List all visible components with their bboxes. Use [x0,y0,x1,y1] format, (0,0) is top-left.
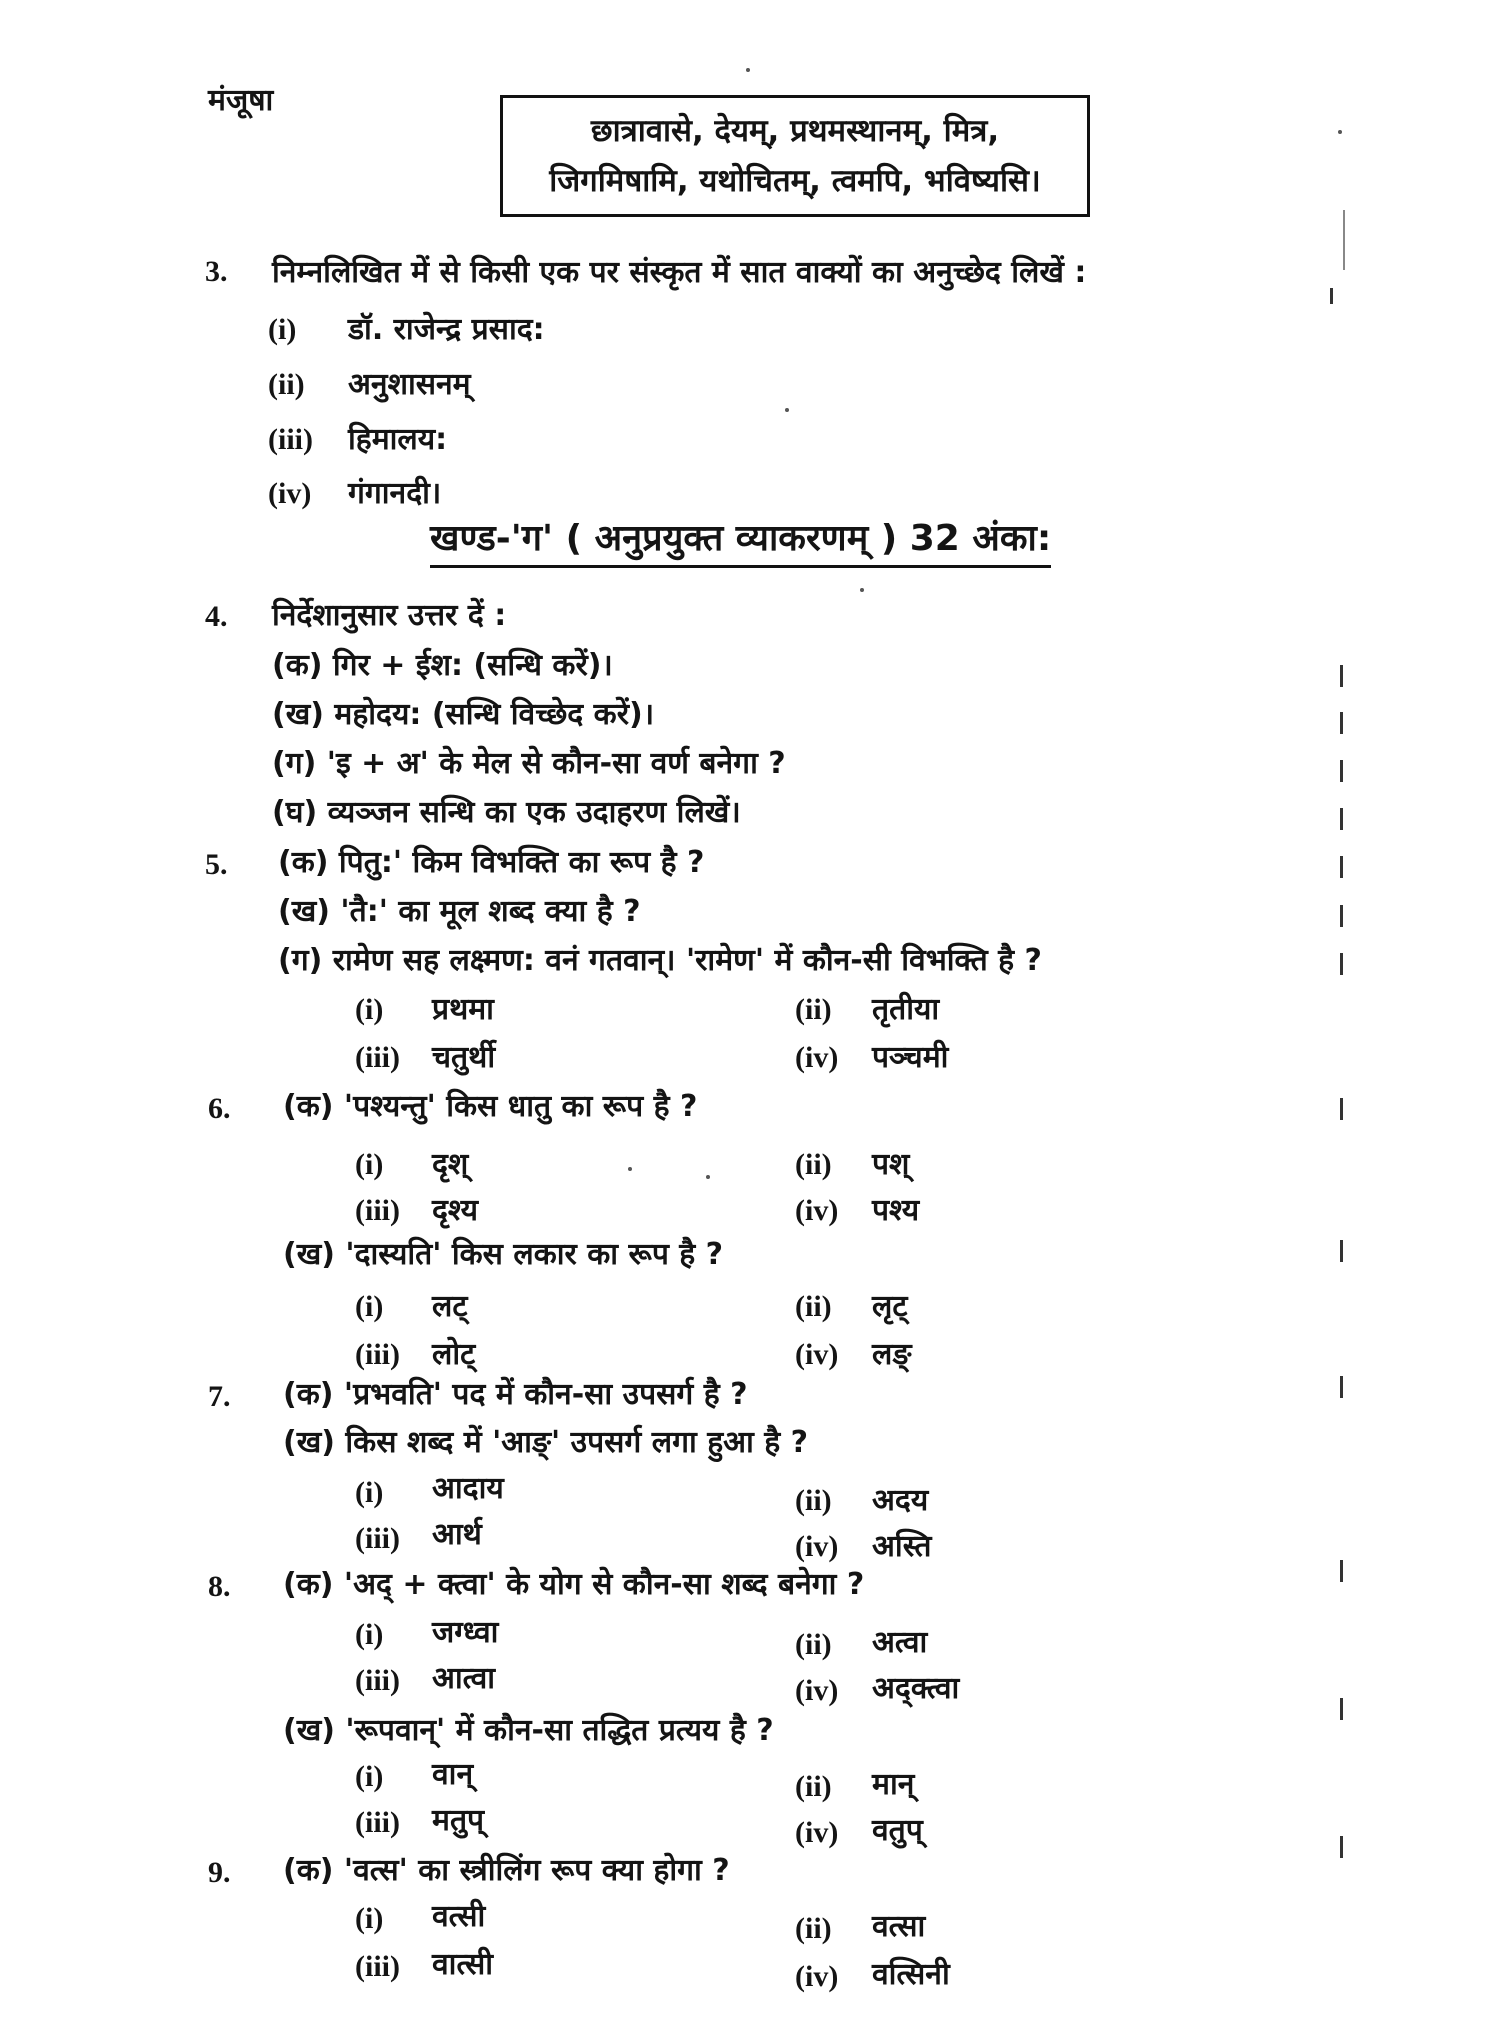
word-box-line-2: जिगमिषामि, यथोचितम्, त्वमपि, भविष्यसि। [549,163,1041,199]
q4-part: (क) गिर + ईश: (सन्धि करें)। [272,648,613,683]
margin-mark [1330,288,1333,304]
question-number-3: 3. [205,255,228,288]
q8-option-text: जग्ध्वा [432,1615,499,1650]
scan-speck [860,588,864,592]
q3-option-text: अनुशासनम् [348,367,471,402]
question-number-5: 5. [205,848,228,881]
q6-option-label: (iii) [355,1194,400,1227]
q8-option-label: (iii) [355,1806,400,1839]
q9-part-a: (क) 'वत्स' का स्त्रीलिंग रूप क्या होगा ? [283,1853,730,1888]
question-number-9: 9. [208,1856,231,1889]
q5-option-text: प्रथमा [432,992,494,1027]
q3-option-label: (ii) [268,368,305,401]
question-number-4: 4. [205,600,228,633]
q5-part: (ख) 'तै:' का मूल शब्द क्या है ? [278,894,641,929]
margin-mark [1340,1240,1343,1262]
q5-part: (ग) रामेण सह लक्ष्मण: वनं गतवान्। 'रामेण' में कौन-सी विभक्ति है ? [278,943,1042,978]
margin-mark [1340,665,1343,687]
q9-option-label: (i) [355,1902,384,1935]
q3-option-label: (i) [268,313,297,346]
q6-part-b: (ख) 'दास्यति' किस लकार का रूप है ? [283,1237,724,1272]
q3-option-text: हिमालय: [348,422,448,457]
q6-option-label: (iv) [795,1338,839,1371]
margin-mark [1340,808,1343,830]
q6-option-label: (ii) [795,1148,832,1181]
word-box-line-1: छात्रावासे, देयम्, प्रथमस्थानम्, मित्र, [590,113,1000,149]
section-heading: खण्ड-'ग' ( अनुप्रयुक्त व्याकरणम् ) 32 अंका: [430,512,1051,568]
q6-option-text: दृश् [432,1147,469,1182]
q9-option-label: (iii) [355,1950,400,1983]
q5-option-label: (ii) [795,993,832,1026]
margin-mark [1340,1098,1343,1120]
q7-part-b: (ख) किस शब्द में 'आङ्' उपसर्ग लगा हुआ है ? [283,1425,809,1460]
q6-option-label: (i) [355,1148,384,1181]
q8-option-label: (iv) [795,1816,839,1849]
question-number-6: 6. [208,1092,231,1125]
q8-option-text: मान् [872,1767,915,1802]
q8-option-text: आत्वा [432,1661,496,1696]
margin-mark [1340,953,1343,975]
margin-mark [1340,856,1343,878]
word-box [500,95,1090,217]
q8-option-label: (iv) [795,1674,839,1707]
q5-part: (क) पितु:' किम विभक्ति का रूप है ? [278,845,705,880]
q9-option-label: (ii) [795,1912,832,1945]
q3-option-text: डॉ. राजेन्द्र प्रसाद: [348,312,545,347]
scan-speck [628,1167,632,1171]
q3-option-text: गंगानदी। [348,476,442,511]
q5-option-text: तृतीया [872,992,940,1027]
q9-option-text: वत्सा [872,1909,926,1944]
q4-part: (ख) महोदय: (सन्धि विच्छेद करें)। [272,697,655,732]
margin-mark [1340,712,1343,734]
q8-option-label: (ii) [795,1628,832,1661]
margin-mark [1343,210,1345,270]
q8-part-b: (ख) 'रूपवान्' में कौन-सा तद्धित प्रत्यय है ? [283,1713,774,1748]
scan-speck [1338,130,1342,134]
question-3-text: निम्नलिखित में से किसी एक पर संस्कृत में सात वाक्यों का अनुच्छेद लिखें : [272,255,1087,290]
q4-part: (ग) 'इ + अ' के मेल से कौन-सा वर्ण बनेगा ? [272,746,786,781]
q6-option-text: लङ् [872,1337,912,1372]
margin-mark [1340,760,1343,782]
q6-part-a: (क) 'पश्यन्तु' किस धातु का रूप है ? [283,1089,698,1124]
q6-option-text: पश् [872,1147,910,1182]
q5-option-label: (i) [355,993,384,1026]
q7-option-text: आदाय [432,1471,504,1506]
q8-option-text: अत्वा [872,1625,928,1660]
q9-option-text: वात्सी [432,1947,494,1982]
q7-option-text: अस्ति [872,1529,932,1564]
q8-option-label: (i) [355,1760,384,1793]
q3-option-label: (iii) [268,423,313,456]
q5-option-text: पञ्चमी [872,1040,949,1075]
q6-option-label: (iv) [795,1194,839,1227]
q7-option-label: (ii) [795,1484,832,1517]
question-4-text: निर्देशानुसार उत्तर दें : [272,598,507,633]
q7-option-label: (iv) [795,1530,839,1563]
scan-speck [706,1175,710,1179]
q4-part: (घ) व्यञ्जन सन्धि का एक उदाहरण लिखें। [272,795,741,830]
q8-option-text: वान् [432,1757,474,1792]
q7-part-a: (क) 'प्रभवति' पद में कौन-सा उपसर्ग है ? [283,1377,748,1412]
manjusha-label: मंजूषा [208,83,274,118]
q9-option-text: वत्सिनी [872,1957,950,1992]
q6-option-text: लट् [432,1289,468,1324]
q9-option-text: वत्सी [432,1899,486,1934]
q5-option-label: (iii) [355,1041,400,1074]
q8-option-text: वतुप् [872,1813,923,1848]
scan-speck [785,408,789,412]
q6-option-text: लृट् [872,1289,908,1324]
q7-option-label: (iii) [355,1522,400,1555]
q3-option-label: (iv) [268,477,312,510]
q8-option-label: (i) [355,1618,384,1651]
q6-option-label: (ii) [795,1290,832,1323]
q5-option-text: चतुर्थी [432,1040,496,1075]
q7-option-label: (i) [355,1476,384,1509]
q7-option-text: आर्थ [432,1517,482,1552]
q8-option-text: मतुप् [432,1803,485,1838]
q8-part-a: (क) 'अद् + क्त्वा' के योग से कौन-सा शब्द बनेगा ? [283,1567,865,1602]
margin-mark [1340,1560,1343,1582]
q5-option-label: (iv) [795,1041,839,1074]
question-number-7: 7. [208,1380,231,1413]
q8-option-label: (iii) [355,1664,400,1697]
q8-option-label: (ii) [795,1770,832,1803]
q6-option-text: पश्य [872,1193,920,1228]
margin-mark [1340,1836,1343,1858]
q6-option-text: लोट् [432,1337,476,1372]
q8-option-text: अद्क्त्वा [872,1671,960,1706]
scan-speck [746,68,750,72]
q6-option-text: दृश्य [432,1193,479,1228]
q9-option-label: (iv) [795,1960,839,1993]
q6-option-label: (i) [355,1290,384,1323]
question-number-8: 8. [208,1570,231,1603]
margin-mark [1340,1698,1343,1720]
margin-mark [1340,905,1343,927]
q7-option-text: अदय [872,1483,929,1518]
q6-option-label: (iii) [355,1338,400,1371]
margin-mark [1340,1376,1343,1398]
